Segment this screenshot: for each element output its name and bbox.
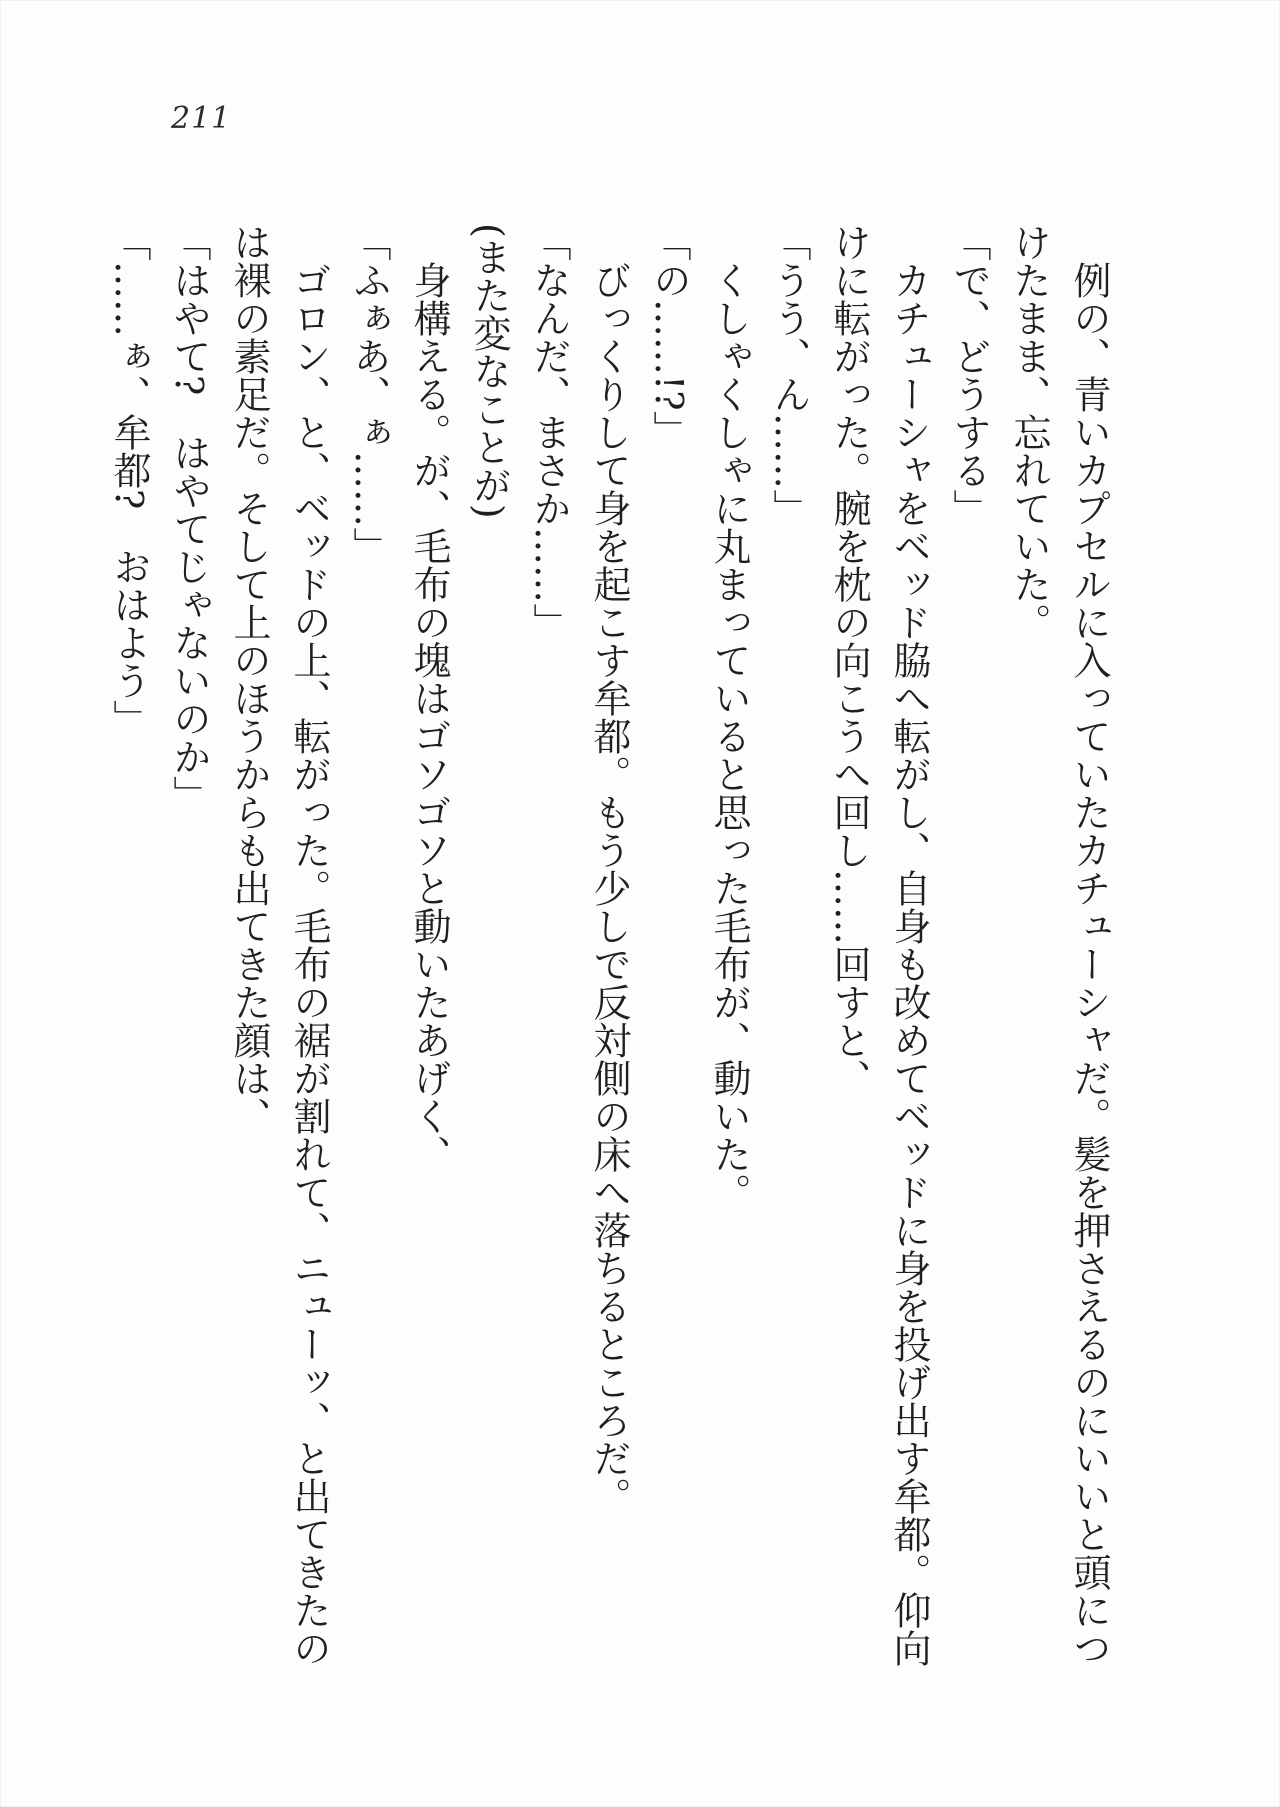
text-line: は裸の素足だ。そして上のほうからも出てきた顔は、 xyxy=(227,223,271,1135)
text-line: けたまま、忘れていた。 xyxy=(1007,223,1051,641)
text-line: 「の……!?」 xyxy=(647,223,691,449)
page-number: 211 xyxy=(171,101,232,136)
text-line: びっくりして身を起こす牟都。もう少しで反対側の床へ落ちるところだ。 xyxy=(587,261,631,1515)
text-line: 身構える。が、毛布の塊はゴソゴソと動いたあげく、 xyxy=(407,261,451,1173)
text-line: ゴロン、と、ベッドの上、転がった。毛布の裾が割れて、ニューッ、と出てきたの xyxy=(287,261,331,1667)
text-line: 「ふぁあ、ぁ……」 xyxy=(347,223,391,565)
text-line: 例の、青いカプセルに入っていたカチューシャだ。髪を押さえるのにいいと頭につ xyxy=(1067,261,1111,1667)
text-line: 「はやて? はやてじゃないのか」 xyxy=(167,223,211,814)
text-line: カチューシャをベッド脇へ転がし、自身も改めてベッドに身を投げ出す牟都。仰向 xyxy=(887,261,931,1667)
body-text xyxy=(99,223,1119,1667)
text-line: 「なんだ、まさか……」 xyxy=(527,223,571,641)
text-line: くしゃくしゃに丸まっていると思った毛布が、動いた。 xyxy=(707,261,751,1211)
text-line: 「うう、ん……」 xyxy=(767,223,811,527)
text-line: (また変なことが) xyxy=(467,223,511,519)
text-line: 「で、どうする」 xyxy=(947,223,991,527)
text-line: 「……ぁ、牟都? おはよう」 xyxy=(107,223,151,738)
text-line: けに転がった。腕を枕の向こうへ回し……回すと、 xyxy=(827,223,871,1097)
